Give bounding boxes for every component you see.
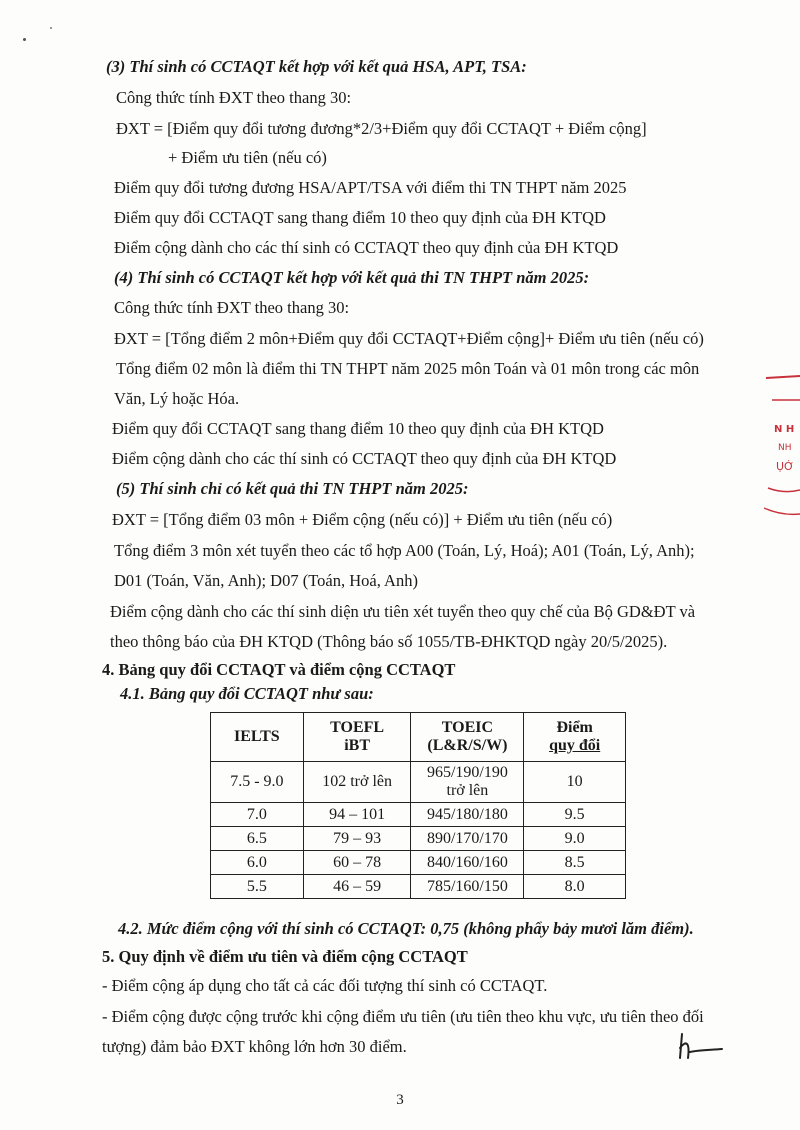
section-3-formula-line2: + Điểm ưu tiên (nếu có) — [168, 148, 327, 167]
heading-4: 4. Bảng quy đổi CCTAQT và điểm cộng CCTAQT — [102, 660, 456, 679]
table-row — [211, 851, 626, 875]
section-3-formula-intro: Công thức tính ĐXT theo thang 30: — [116, 88, 352, 107]
cell-toeic: 840/160/160 — [411, 851, 524, 875]
section-5-item2-line2: tượng) đảm bảo ĐXT không lớn hơn 30 điểm. — [102, 1037, 407, 1056]
header-toefl — [303, 713, 411, 762]
svg-text:ỤỚ: ỤỚ — [776, 460, 795, 473]
svg-text:NH: NH — [778, 443, 792, 453]
section-4-note1-line1: Tổng điểm 02 môn là điểm thi TN THPT năm 2025 môn Toán và 01 môn trong các môn — [116, 359, 700, 378]
cell-toeic: 945/180/180 — [411, 803, 524, 827]
cell-ielts: 7.0 — [211, 803, 304, 827]
section-3-note2: Điểm quy đổi CCTAQT sang thang điểm 10 theo quy định của ĐH KTQD — [114, 208, 606, 227]
section-5-item1: - Điểm cộng áp dụng cho tất cả các đối tượng thí sinh có CCTAQT. — [102, 976, 548, 995]
heading-4-1: 4.1. Bảng quy đổi CCTAQT như sau: — [120, 684, 374, 703]
cell-diem: 9.0 — [524, 827, 626, 851]
red-stamp-fragment — [756, 370, 800, 520]
cell-toefl: 102 trở lên — [303, 762, 411, 803]
heading-5: 5. Quy định về điểm ưu tiên và điểm cộng CCTAQT — [102, 947, 468, 966]
page-number: 3 — [396, 1092, 404, 1108]
section-4-formula: ĐXT = [Tổng điểm 2 môn+Điểm quy đổi CCTAQT+Điểm cộng]+ Điểm ưu tiên (nếu có) — [114, 329, 704, 348]
header-diem-line2: quy đổi — [549, 737, 601, 754]
cell-diem: 9.5 — [524, 803, 626, 827]
cell-toefl: 94 – 101 — [303, 803, 411, 827]
section-5-item2-line1: - Điểm cộng được cộng trước khi cộng điểm ưu tiên (ưu tiên theo khu vực, ưu tiên theo đối — [102, 1007, 704, 1026]
table-row — [211, 803, 626, 827]
section-3-note3: Điểm cộng dành cho các thí sinh có CCTAQT theo quy định của ĐH KTQD — [114, 238, 619, 257]
table-row — [211, 875, 626, 899]
header-diem — [524, 713, 626, 762]
section-5-note2-line1: Điểm cộng dành cho các thí sinh diện ưu tiên xét tuyển theo quy chế của Bộ GD&ĐT và — [110, 602, 696, 621]
section-5-note1-line2: D01 (Toán, Văn, Anh); D07 (Toán, Hoá, Anh) — [114, 571, 418, 590]
section-3-formula-line1: ĐXT = [Điểm quy đổi tương đương*2/3+Điểm quy đổi CCTAQT + Điểm cộng] — [116, 119, 647, 138]
section-4-note3: Điểm cộng dành cho các thí sinh có CCTAQT theo quy định của ĐH KTQD — [112, 449, 617, 468]
header-diem-line1: Điểm — [556, 719, 593, 736]
cell-diem: 8.0 — [524, 875, 626, 899]
cell-toefl: 60 – 78 — [303, 851, 411, 875]
section-5-heading: (5) Thí sinh chỉ có kết quả thi TN THPT năm 2025: — [116, 479, 469, 498]
section-3-note1: Điểm quy đổi tương đương HSA/APT/TSA với điểm thi TN THPT năm 2025 — [114, 178, 627, 197]
table-row — [211, 762, 626, 803]
cell-ielts: 6.0 — [211, 851, 304, 875]
cell-toeic-line1: 965/190/190 — [426, 764, 508, 781]
conversion-table — [210, 712, 626, 899]
section-3-heading: (3) Thí sinh có CCTAQT kết hợp với kết quả HSA, APT, TSA: — [106, 57, 527, 76]
table-header-row — [211, 713, 626, 762]
section-5-note2-line2: theo thông báo của ĐH KTQD (Thông báo số 1055/TB-ĐHKTQD ngày 20/5/2025). — [110, 632, 668, 651]
cell-toefl: 46 – 59 — [303, 875, 411, 899]
cell-diem: 10 — [524, 762, 626, 803]
section-5-formula: ĐXT = [Tổng điểm 03 môn + Điểm cộng (nếu có)] + Điểm ưu tiên (nếu có) — [112, 510, 613, 529]
section-4-note2: Điểm quy đổi CCTAQT sang thang điểm 10 theo quy định của ĐH KTQD — [112, 419, 604, 438]
section-4-heading: (4) Thí sinh có CCTAQT kết hợp với kết quả thi TN THPT năm 2025: — [114, 268, 590, 287]
section-4-formula-intro: Công thức tính ĐXT theo thang 30: — [114, 298, 350, 317]
svg-text:N H: N H — [774, 424, 795, 435]
heading-4-2: 4.2. Mức điểm cộng với thí sinh có CCTAQT: 0,75 (không phẩy bảy mươi lăm điểm). — [118, 919, 694, 938]
cell-toeic: 890/170/170 — [411, 827, 524, 851]
cell-toeic-line2: trở lên — [446, 782, 489, 799]
header-toeic-line1: TOEIC — [441, 719, 494, 736]
signature-initials — [676, 1030, 726, 1064]
section-5-note1-line1: Tổng điểm 3 môn xét tuyển theo các tổ hợp A00 (Toán, Lý, Hoá); A01 (Toán, Lý, Anh); — [114, 541, 695, 560]
cell-diem: 8.5 — [524, 851, 626, 875]
header-ielts: IELTS — [211, 713, 304, 762]
cell-ielts: 6.5 — [211, 827, 304, 851]
table-row — [211, 827, 626, 851]
cell-ielts: 5.5 — [211, 875, 304, 899]
header-toeic-line2: (L&R/S/W) — [427, 737, 508, 754]
cell-ielts: 7.5 - 9.0 — [211, 762, 304, 803]
header-toeic — [411, 713, 524, 762]
header-toefl-line1: TOEFL — [330, 719, 385, 736]
scan-speck — [50, 27, 52, 29]
header-toefl-line2: iBT — [344, 737, 370, 754]
scan-speck — [23, 38, 26, 41]
cell-toeic: 785/160/150 — [411, 875, 524, 899]
section-4-note1-line2: Văn, Lý hoặc Hóa. — [114, 389, 240, 408]
cell-toefl: 79 – 93 — [303, 827, 411, 851]
cell-toeic — [411, 762, 524, 803]
